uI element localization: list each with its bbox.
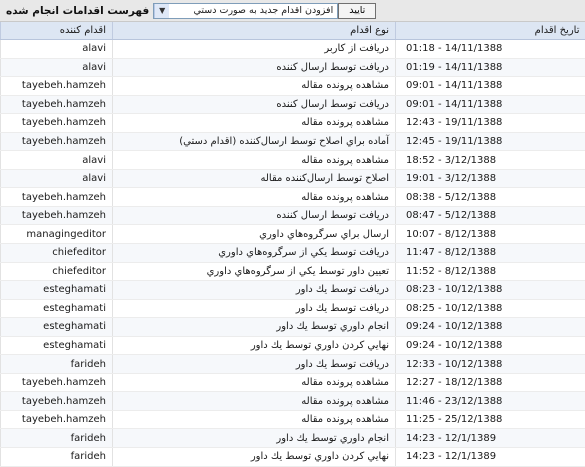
add-action-select-value: افزودن اقدام جديد به صورت دستي (169, 5, 337, 16)
cell-date: 11:46 - 23/12/1388 (396, 392, 585, 411)
cell-action: مشاهده پرونده مقاله (113, 188, 396, 207)
actions-table (0, 22, 585, 467)
chevron-down-icon[interactable]: ▼ (154, 4, 169, 18)
cell-user: esteghamati (1, 281, 113, 300)
table-row (1, 299, 585, 318)
confirm-button[interactable]: تاييد (338, 3, 376, 19)
cell-action: نهايي كردن داوري توسط يك داور (113, 448, 396, 467)
cell-user: farideh (1, 355, 113, 374)
cell-user: alavi (1, 169, 113, 188)
cell-user: alavi (1, 58, 113, 77)
cell-action: دريافت توسط يكي از سرگروه‌هاي داوري (113, 244, 396, 263)
table-row (1, 318, 585, 337)
cell-date: 09:01 - 14/11/1388 (396, 77, 585, 96)
table-row (1, 58, 585, 77)
cell-action: دريافت توسط ارسال كننده (113, 95, 396, 114)
cell-user: farideh (1, 448, 113, 467)
cell-date: 11:25 - 25/12/1388 (396, 410, 585, 429)
cell-user: tayebeh.hamzeh (1, 132, 113, 151)
table-row (1, 244, 585, 263)
table-row (1, 281, 585, 300)
table-row (1, 225, 585, 244)
cell-action: دريافت توسط يك داور (113, 355, 396, 374)
cell-user: tayebeh.hamzeh (1, 95, 113, 114)
table-row (1, 373, 585, 392)
cell-user: tayebeh.hamzeh (1, 188, 113, 207)
cell-date: 14:23 - 12/1/1389 (396, 448, 585, 467)
add-action-select[interactable] (153, 3, 338, 19)
column-header-action: نوع اقدام (113, 22, 396, 40)
table-row (1, 132, 585, 151)
column-header-date: تاريخ اقدام (396, 22, 585, 40)
cell-action: آماده براي اصلاح توسط ارسال‌كننده (اقدام دستي) (113, 132, 396, 151)
cell-user: chiefeditor (1, 244, 113, 263)
table-row (1, 40, 585, 59)
table-row (1, 114, 585, 133)
table-row (1, 410, 585, 429)
cell-action: دريافت توسط ارسال كننده (113, 206, 396, 225)
cell-user: tayebeh.hamzeh (1, 114, 113, 133)
cell-user: esteghamati (1, 336, 113, 355)
cell-date: 08:47 - 5/12/1388 (396, 206, 585, 225)
cell-date: 08:38 - 5/12/1388 (396, 188, 585, 207)
cell-date: 09:24 - 10/12/1388 (396, 318, 585, 337)
cell-action: دريافت توسط يك داور (113, 299, 396, 318)
cell-action: مشاهده پرونده مقاله (113, 410, 396, 429)
column-header-user: اقدام كننده (1, 22, 113, 40)
cell-action: دريافت از كاربر (113, 40, 396, 59)
cell-user: alavi (1, 151, 113, 170)
cell-action: ارسال براي سرگروه‌هاي داوري (113, 225, 396, 244)
table-body (1, 40, 585, 467)
cell-date: 08:23 - 10/12/1388 (396, 281, 585, 300)
cell-user: chiefeditor (1, 262, 113, 281)
table-row (1, 336, 585, 355)
cell-user: esteghamati (1, 299, 113, 318)
page-title: فهرست اقدامات انجام شده (6, 5, 149, 17)
cell-action: مشاهده پرونده مقاله (113, 392, 396, 411)
table-row (1, 429, 585, 448)
cell-user: tayebeh.hamzeh (1, 206, 113, 225)
cell-date: 19:01 - 3/12/1388 (396, 169, 585, 188)
cell-action: اصلاح توسط ارسال‌كننده مقاله (113, 169, 396, 188)
table-row (1, 95, 585, 114)
cell-action: مشاهده پرونده مقاله (113, 373, 396, 392)
cell-date: 14:23 - 12/1/1389 (396, 429, 585, 448)
cell-action: مشاهده پرونده مقاله (113, 151, 396, 170)
table-row (1, 206, 585, 225)
cell-date: 08:25 - 10/12/1388 (396, 299, 585, 318)
table-row (1, 262, 585, 281)
table-row (1, 392, 585, 411)
actions-toolbar (0, 0, 585, 22)
cell-user: tayebeh.hamzeh (1, 410, 113, 429)
cell-date: 09:01 - 14/11/1388 (396, 95, 585, 114)
cell-action: انجام داوري توسط يك داور (113, 429, 396, 448)
cell-user: farideh (1, 429, 113, 448)
cell-date: 01:19 - 14/11/1388 (396, 58, 585, 77)
table-row (1, 169, 585, 188)
cell-action: مشاهده پرونده مقاله (113, 77, 396, 96)
table-row (1, 151, 585, 170)
cell-date: 01:18 - 14/11/1388 (396, 40, 585, 59)
cell-action: نهايي كردن داوري توسط يك داور (113, 336, 396, 355)
cell-user: managingeditor (1, 225, 113, 244)
cell-user: tayebeh.hamzeh (1, 77, 113, 96)
cell-date: 10:07 - 8/12/1388 (396, 225, 585, 244)
cell-date: 11:52 - 8/12/1388 (396, 262, 585, 281)
cell-action: انجام داوري توسط يك داور (113, 318, 396, 337)
cell-action: تعيين داور توسط يكي از سرگروه‌هاي داوري (113, 262, 396, 281)
cell-user: alavi (1, 40, 113, 59)
cell-action: دريافت توسط ارسال كننده (113, 58, 396, 77)
cell-user: esteghamati (1, 318, 113, 337)
cell-date: 12:33 - 10/12/1388 (396, 355, 585, 374)
cell-date: 12:45 - 19/11/1388 (396, 132, 585, 151)
cell-user: tayebeh.hamzeh (1, 392, 113, 411)
cell-date: 09:24 - 10/12/1388 (396, 336, 585, 355)
cell-date: 18:52 - 3/12/1388 (396, 151, 585, 170)
table-row (1, 188, 585, 207)
table-row (1, 448, 585, 467)
cell-date: 11:47 - 8/12/1388 (396, 244, 585, 263)
cell-action: مشاهده پرونده مقاله (113, 114, 396, 133)
table-row (1, 355, 585, 374)
cell-action: دريافت توسط يك داور (113, 281, 396, 300)
cell-user: tayebeh.hamzeh (1, 373, 113, 392)
cell-date: 12:27 - 18/12/1388 (396, 373, 585, 392)
table-row (1, 77, 585, 96)
table-header-row (1, 22, 585, 40)
cell-date: 12:43 - 19/11/1388 (396, 114, 585, 133)
